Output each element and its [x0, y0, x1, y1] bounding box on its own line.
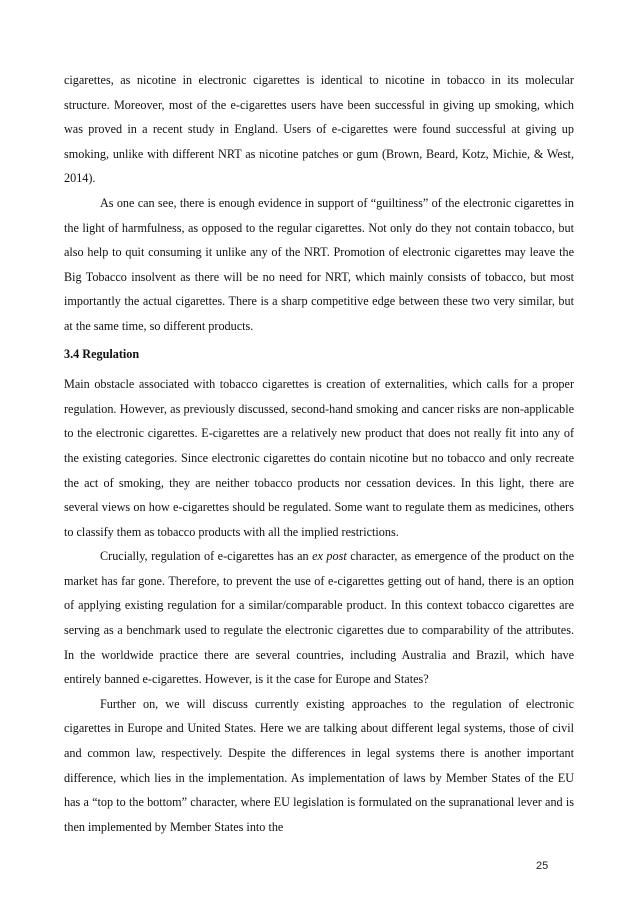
paragraph-4-end: character, as emergence of the product on the market has far gone. Therefore, to prevent the use of e-cigarettes getting out of hand, there is an option of applying existing regulation for a similar/comparable product. In this context tobacco cigarettes are serving as a benchmark used to regulate the electronic cigarettes due to comparability of the attributes. In the worldwide practice there are several countries, including Australia and Brazil, which have entirely banned e-cigarettes. However, is it the case for Europe and States? [64, 549, 574, 687]
paragraph-4-start: Crucially, regulation of e-cigarettes has an [100, 549, 313, 564]
section-heading: 3.4 Regulation [64, 346, 140, 361]
paragraph-5: Further on, we will discuss currently existing approaches to the regulation of electronic cigarettes in Europe and United States. Here we are talking about different legal systems, those of civil and common law, respectively. Despite the differences in legal systems there is another important difference, which lies in the implementation. As implementation of laws by Member States of the EU has a “top to the bottom” character, where EU legislation is formulated on the supranational lever and is then implemented by Member States into the [64, 696, 574, 834]
page-number: 25 [536, 860, 549, 872]
paragraph-2: As one can see, there is enough evidence in support of “guiltiness” of the electronic cigarettes in the light of harmfulness, as opposed to the regular cigarettes. Not only do they not contain tobacco, but also help to quit consuming it unlike any of the NRT. Promotion of electronic cigarettes may leave the Big Tobacco insolvent as there will be no need for NRT, which mainly consists of tobacco, but most importantly the actual cigarettes. There is a sharp competitive edge between these two very similar, but at the same time, so different products. [64, 195, 574, 333]
paragraph-1: cigarettes, as nicotine in electronic cigarettes is identical to nicotine in tobacco in its molecular structure. Moreover, most of the e-cigarettes users have been successful in giving up smoking, which was proved in a recent study in England. Users of e-cigarettes were found successful at giving up smoking, unlike with different NRT as nicotine patches or gum (Brown, Beard, Kotz, Michie, & West, 2014). [64, 73, 574, 186]
page-body [64, 68, 574, 839]
paragraph-4 [64, 544, 574, 692]
ex-post-term: ex post [312, 549, 347, 564]
paragraph-3: Main obstacle associated with tobacco cigarettes is creation of externalities, which calls for a proper regulation. However, as previously discussed, second-hand smoking and cancer risks are non-applicable to the electronic cigarettes. E-cigarettes are a relatively new product that does not really fit into any of the existing categories. Since electronic cigarettes do contain nicotine but no tobacco and only recreate the act of smoking, they are neither tobacco products nor cessation devices. In this light, there are several views on how e-cigarettes should be regulated. Some want to regulate them as medicines, others to classify them as tobacco products with all the implied restrictions. [64, 377, 574, 539]
